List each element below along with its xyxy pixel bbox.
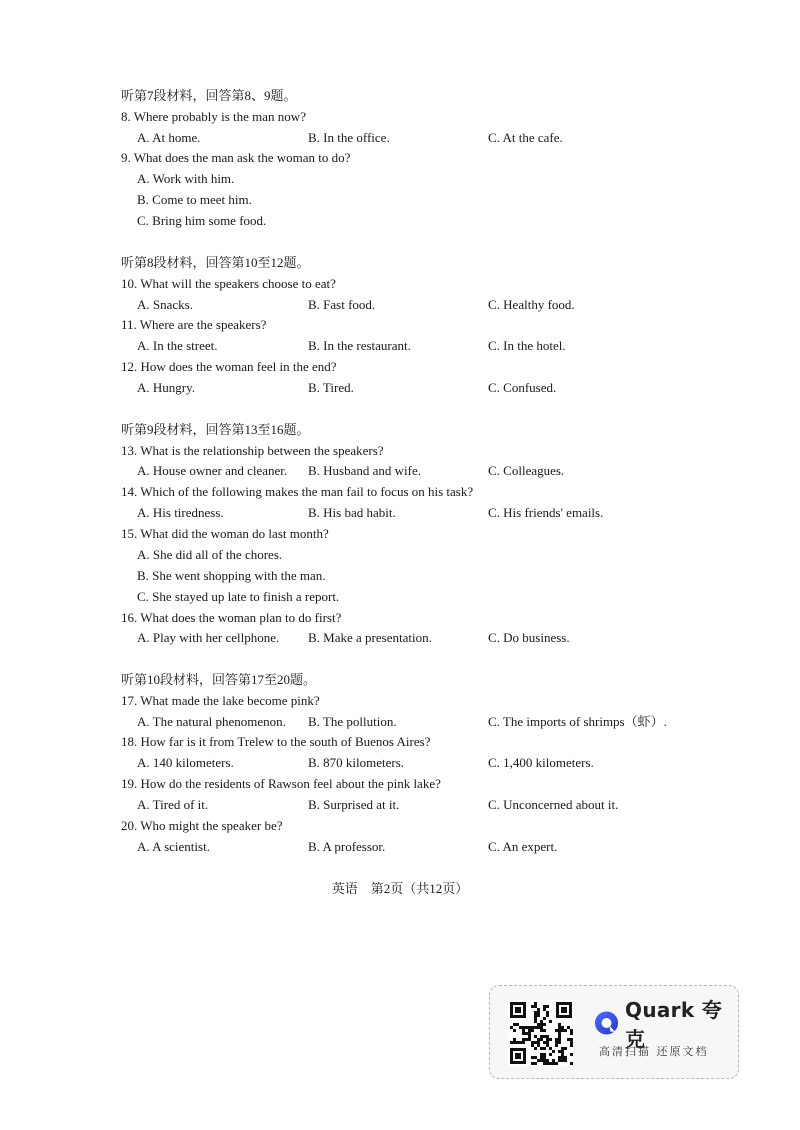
option-c: C. Unconcerned about it. — [488, 797, 619, 812]
section-heading: 听第8段材料，回答第10至12题。 — [121, 255, 310, 270]
brand-tagline: 高清扫描 还原文档 — [599, 1045, 709, 1058]
page-footer: 英语 第2页（共12页） — [331, 881, 469, 896]
quark-logo-icon — [594, 1010, 619, 1036]
quark-brand — [594, 998, 738, 1051]
option-a: A. Work with him. — [137, 171, 235, 186]
option-c: C. At the cafe. — [488, 130, 563, 145]
option-a: A. Tired of it. — [137, 797, 209, 812]
option-a: A. The natural phenomenon. — [137, 714, 286, 729]
question-stem: 20. Who might the speaker be? — [121, 818, 283, 833]
option-c: C. Bring him some food. — [137, 213, 267, 228]
option-b: B. A professor. — [308, 839, 386, 854]
option-b: B. Come to meet him. — [137, 192, 252, 207]
option-b: B. She went shopping with the man. — [137, 568, 326, 583]
option-a: A. His tiredness. — [137, 505, 224, 520]
question-stem: 13. What is the relationship between the speakers? — [121, 443, 384, 458]
question-stem: 12. How does the woman feel in the end? — [121, 359, 337, 374]
option-b: B. Fast food. — [308, 297, 376, 312]
option-a: A. Hungry. — [137, 380, 196, 395]
option-c: C. Colleagues. — [488, 463, 565, 478]
section-heading: 听第10段材料，回答第17至20题。 — [121, 672, 317, 687]
option-a: A. In the street. — [137, 338, 218, 353]
option-c: C. Healthy food. — [488, 297, 575, 312]
question-stem: 11. Where are the speakers? — [121, 317, 267, 332]
option-c: C. Confused. — [488, 380, 557, 395]
option-c: C. An expert. — [488, 839, 558, 854]
brand-name: Quark 夸克 — [625, 998, 723, 1051]
option-c: C. In the hotel. — [488, 338, 566, 353]
question-stem: 16. What does the woman plan to do first? — [121, 610, 342, 625]
question-stem: 17. What made the lake become pink? — [121, 693, 320, 708]
option-a: A. Play with her cellphone. — [137, 630, 280, 645]
option-a: A. She did all of the chores. — [137, 547, 283, 562]
option-b: B. His bad habit. — [308, 505, 396, 520]
question-stem: 19. How do the residents of Rawson feel about the pink lake? — [121, 776, 441, 791]
qr-code-icon — [508, 1000, 574, 1066]
question-stem: 9. What does the man ask the woman to do? — [121, 150, 351, 165]
option-b: B. Husband and wife. — [308, 463, 422, 478]
option-a: A. House owner and cleaner. — [137, 463, 288, 478]
option-b: B. Surprised at it. — [308, 797, 400, 812]
question-stem: 14. Which of the following makes the man fail to focus on his task? — [121, 484, 474, 499]
option-a: A. 140 kilometers. — [137, 755, 234, 770]
option-c: C. His friends' emails. — [488, 505, 604, 520]
option-b: B. Tired. — [308, 380, 354, 395]
option-c: C. The imports of shrimps（虾）. — [488, 714, 667, 729]
question-stem: 15. What did the woman do last month? — [121, 526, 329, 541]
option-a: A. A scientist. — [137, 839, 210, 854]
question-stem: 8. Where probably is the man now? — [121, 109, 306, 124]
option-c: C. Do business. — [488, 630, 570, 645]
option-b: B. The pollution. — [308, 714, 397, 729]
question-stem: 18. How far is it from Trelew to the south of Buenos Aires? — [121, 734, 431, 749]
option-b: B. 870 kilometers. — [308, 755, 405, 770]
option-b: B. In the restaurant. — [308, 338, 411, 353]
option-b: B. In the office. — [308, 130, 390, 145]
section-heading: 听第7段材料，回答第8、9题。 — [121, 88, 297, 103]
option-b: B. Make a presentation. — [308, 630, 432, 645]
option-c: C. 1,400 kilometers. — [488, 755, 594, 770]
option-a: A. At home. — [137, 130, 201, 145]
section-heading: 听第9段材料，回答第13至16题。 — [121, 422, 310, 437]
question-stem: 10. What will the speakers choose to eat? — [121, 276, 336, 291]
scanner-watermark — [489, 985, 739, 1079]
option-c: C. She stayed up late to finish a report. — [137, 589, 340, 604]
option-a: A. Snacks. — [137, 297, 193, 312]
